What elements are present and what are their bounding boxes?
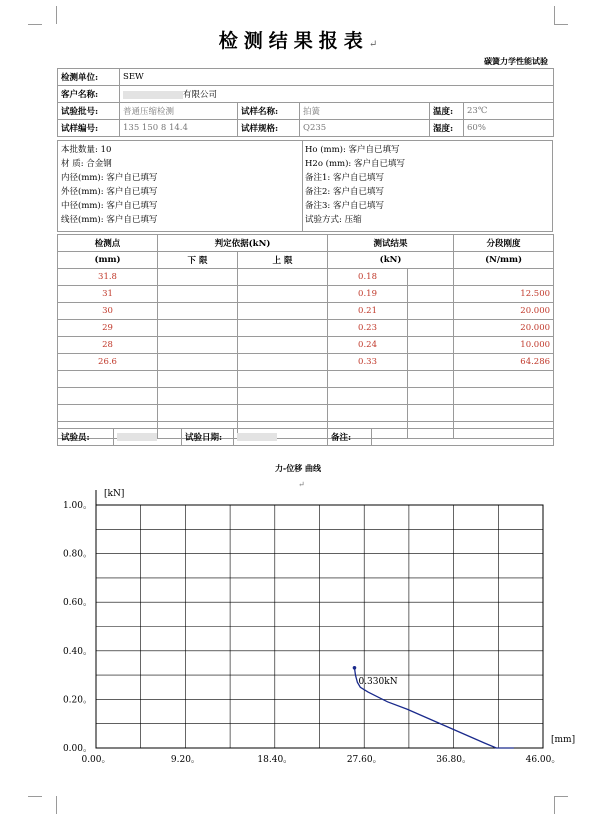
- cell-point[interactable]: 30: [58, 303, 158, 320]
- info-line: 试验方式: 压缩: [305, 215, 362, 225]
- col-unit-mm: (mm): [58, 252, 158, 269]
- info-line: H2o (mm): 客户自已填写: [305, 159, 405, 169]
- info-line: 材 质: 合金钢: [61, 159, 112, 169]
- sample-spec-value[interactable]: Q235: [300, 120, 430, 137]
- col-header-criteria: 判定依据(kN): [158, 235, 328, 252]
- y-tick-label: 0.60。: [62, 598, 92, 609]
- x-tick-label: 18.40。: [257, 755, 293, 765]
- cell-stiffness[interactable]: 64.286: [454, 354, 554, 371]
- info-line: 中径(mm): 客户自已填写: [61, 201, 158, 211]
- col-unit-nmm: (N/mm): [454, 252, 554, 269]
- x-tick-label: 27.60。: [346, 755, 382, 765]
- info-line: Ho (mm): 客户自已填写: [305, 145, 400, 155]
- info-line: 外径(mm): 客户自已填写: [61, 187, 158, 197]
- cell-point[interactable]: 31.8: [58, 269, 158, 286]
- sample-no-value[interactable]: 135 150 8 14.4: [120, 120, 238, 137]
- humidity-label: 湿度:: [430, 120, 464, 137]
- test-no-value[interactable]: 普通压缩检测: [120, 103, 238, 120]
- y-tick-label: 0.40。: [62, 646, 92, 657]
- x-tick-label: 0.00。: [81, 755, 111, 765]
- cell-result[interactable]: 0.18: [328, 269, 408, 286]
- cell-point[interactable]: 26.6: [58, 354, 158, 371]
- cell-result[interactable]: 0.19: [328, 286, 408, 303]
- cell-point[interactable]: 29: [58, 320, 158, 337]
- cell-result[interactable]: 0.33: [328, 354, 408, 371]
- info-line: 本批数量: 10: [61, 145, 112, 155]
- cell-stiffness[interactable]: 20.000: [454, 303, 554, 320]
- info-line: 备注2: 客户自已填写: [305, 187, 384, 197]
- report-title: 检测结果报表↵: [218, 30, 378, 52]
- x-axis-label: [mm]: [551, 735, 576, 745]
- client-name-value[interactable]: 有限公司: [120, 86, 554, 103]
- temperature-label: 温度:: [430, 103, 464, 120]
- cell-stiffness[interactable]: 12.500: [454, 286, 554, 303]
- cell-stiffness[interactable]: 10.000: [454, 337, 554, 354]
- cell-point[interactable]: 28: [58, 337, 158, 354]
- sample-no-label: 试样编号:: [58, 120, 120, 137]
- info-line: 内径(mm): 客户自已填写: [61, 173, 158, 183]
- peak-annotation: 0.330kN: [358, 676, 398, 687]
- test-no-label: 试验批号:: [58, 103, 120, 120]
- x-tick-label: 36.80。: [436, 755, 471, 765]
- cell-result[interactable]: 0.24: [328, 337, 408, 354]
- y-axis-label: [kN]: [104, 489, 125, 499]
- paragraph-mark-icon: ↵: [298, 480, 305, 489]
- lab-name: 碳簧力学性能试验: [484, 56, 548, 66]
- x-tick-label: 46.00。: [525, 755, 561, 765]
- cell-stiffness[interactable]: 20.000: [454, 320, 554, 337]
- test-date-label: 试验日期:: [182, 429, 234, 446]
- sample-name-label: 试样名称:: [238, 103, 300, 120]
- x-tick-label: 9.20。: [170, 755, 200, 765]
- tester-label: 试验员:: [58, 429, 114, 446]
- sample-spec-label: 试样规格:: [238, 120, 300, 137]
- peak-point: [353, 666, 357, 670]
- info-line: 线径(mm): 客户自已填写: [61, 215, 158, 225]
- note-label: 备注:: [328, 429, 372, 446]
- y-tick-label: 0.20。: [62, 695, 92, 706]
- info-line: 备注3: 客户自已填写: [305, 201, 384, 211]
- col-header-lower: 下 限: [158, 252, 238, 269]
- y-tick-label: 0.00。: [62, 744, 92, 754]
- col-header-upper: 上 限: [238, 252, 328, 269]
- client-name-label: 客户名称:: [58, 86, 120, 103]
- cell-result[interactable]: 0.21: [328, 303, 408, 320]
- y-tick-label: 0.80。: [62, 549, 92, 560]
- client-unit-label: 检测单位:: [58, 69, 120, 86]
- chart-title: 力-位移 曲线: [274, 463, 322, 473]
- col-unit-kn: (kN): [328, 252, 454, 269]
- col-header-stiffness: 分段刚度: [454, 235, 554, 252]
- cell-result[interactable]: 0.23: [328, 320, 408, 337]
- client-unit-value[interactable]: SEW: [120, 69, 554, 86]
- sample-name-value[interactable]: 拍簧: [300, 103, 430, 120]
- humidity-value[interactable]: 60%: [464, 120, 554, 137]
- info-line: 备注1: 客户自已填写: [305, 173, 384, 183]
- paragraph-mark-icon: ↵: [368, 39, 378, 50]
- cell-point[interactable]: 31: [58, 286, 158, 303]
- temperature-value[interactable]: 23℃: [464, 103, 554, 120]
- col-header-point: 检测点: [58, 235, 158, 252]
- y-tick-label: 1.00。: [62, 501, 92, 511]
- col-header-result: 测试结果: [328, 235, 454, 252]
